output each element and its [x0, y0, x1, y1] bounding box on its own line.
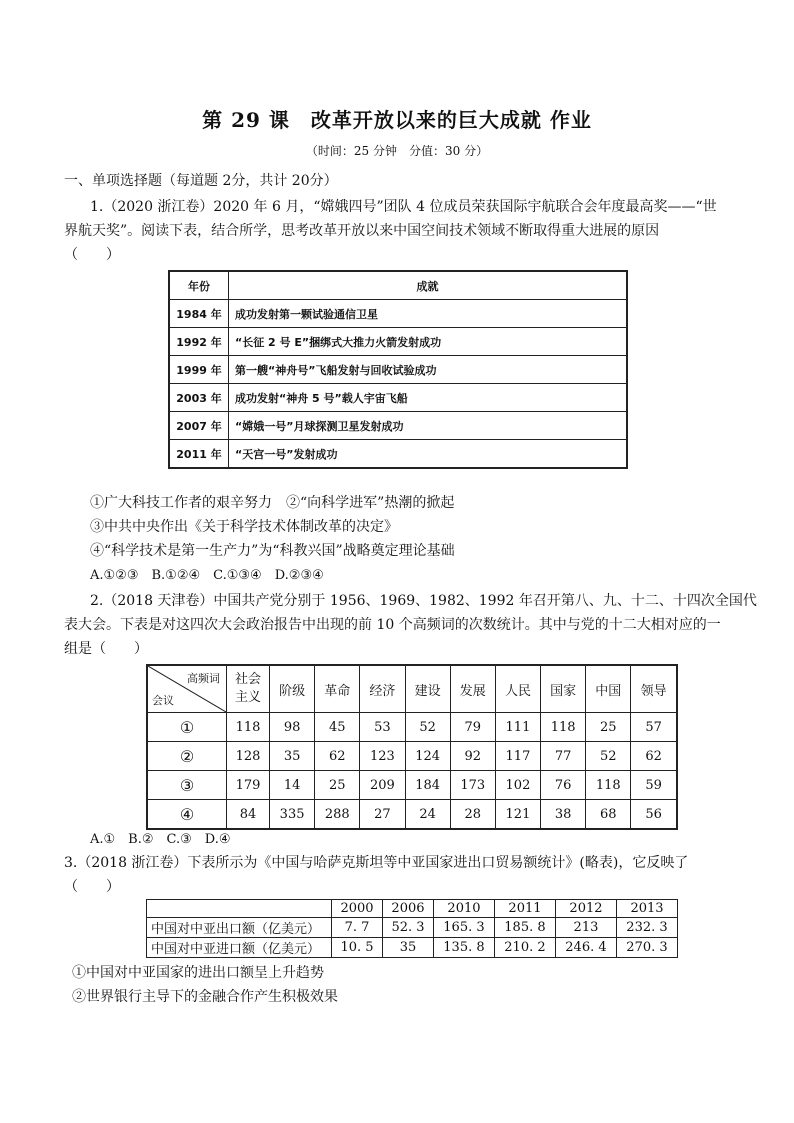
- table-header: 领导: [631, 665, 677, 713]
- table-header-row: [147, 900, 678, 918]
- table-header: 人民: [495, 665, 540, 713]
- q3-line1: 3.（2018 浙江卷）下表所示为《中国与哈萨克斯坦等中亚国家进出口贸易额统计》(略表)，它反映了: [64, 855, 689, 871]
- q1-option-line3: ④“科学技术是第一生产力”为“科教兴国”战略奠定理论基础: [90, 543, 455, 559]
- q3-trade-table: [146, 899, 678, 958]
- table-cell: 76: [541, 771, 586, 800]
- corner-label-keyword: 高频词: [187, 672, 220, 685]
- table-row: [147, 800, 677, 830]
- table-cell: 10. 5: [332, 938, 383, 958]
- table-header: 2006: [382, 900, 433, 918]
- table-cell: 232. 3: [616, 918, 677, 938]
- table-header: 经济: [360, 665, 405, 713]
- table-header: 2000: [332, 900, 383, 918]
- q1-choices: A.①②③ B.①②④ C.①③④ D.②③④: [90, 568, 324, 583]
- table-cell: 38: [541, 800, 586, 830]
- table-cell: 52. 3: [382, 918, 433, 938]
- table-row: [169, 356, 627, 384]
- table-row: [169, 384, 627, 412]
- table-row: [147, 918, 678, 938]
- q2-line3: 组是（ ）: [64, 641, 148, 657]
- table-row: [169, 440, 627, 469]
- table-cell: 98: [270, 713, 315, 742]
- table-cell: 52: [405, 713, 450, 742]
- table-cell: 84: [227, 800, 270, 830]
- page-title: 第 29 课 改革开放以来的巨大成就 作业: [202, 108, 592, 132]
- table-cell: 118: [541, 713, 586, 742]
- table-header-row: [169, 271, 627, 300]
- table-cell: 270. 3: [616, 938, 677, 958]
- table-cell: “长征 2 号 E”捆绑式大推力火箭发射成功: [229, 328, 628, 356]
- table-row: [147, 713, 677, 742]
- table-cell: 53: [360, 713, 405, 742]
- table-cell: 62: [315, 742, 360, 771]
- row-label: 中国对中亚进口额（亿美元）: [147, 938, 332, 958]
- table-cell: 135. 8: [433, 938, 494, 958]
- table-header: 2010: [433, 900, 494, 918]
- table-cell: 14: [270, 771, 315, 800]
- table-cell: “嫦娥一号”月球探测卫星发射成功: [229, 412, 628, 440]
- table-cell: 57: [631, 713, 677, 742]
- table-header: 建设: [405, 665, 450, 713]
- table-cell: 79: [450, 713, 495, 742]
- table-header: 中国: [586, 665, 631, 713]
- table-cell: 56: [631, 800, 677, 830]
- table-cell: 成功发射第一颗试验通信卫星: [229, 300, 628, 328]
- table-cell: 24: [405, 800, 450, 830]
- table-header: 国家: [541, 665, 586, 713]
- q3-line2: （ ）: [64, 879, 120, 895]
- q2-frequency-table: [146, 664, 678, 830]
- table-cell: 179: [227, 771, 270, 800]
- table-cell: 213: [555, 918, 616, 938]
- table-cell: 246. 4: [555, 938, 616, 958]
- table-cell: 25: [586, 713, 631, 742]
- row-label: ③: [147, 771, 227, 800]
- table-cell: 59: [631, 771, 677, 800]
- q1-line3: （ ）: [64, 247, 120, 263]
- table-cell: 27: [360, 800, 405, 830]
- table-cell: 1984 年: [169, 300, 229, 328]
- table-cell: 118: [227, 713, 270, 742]
- q1-line1: 1.（2020 浙江卷）2020 年 6 月，“嫦娥四号”团队 4 位成员荣获国际宇航联合会年度最高奖——“世: [90, 199, 717, 215]
- table-cell: 1999 年: [169, 356, 229, 384]
- table-cell: 165. 3: [433, 918, 494, 938]
- table-header: 2012: [555, 900, 616, 918]
- table-cell: 111: [495, 713, 540, 742]
- table-cell: 成功发射“神舟 5 号”载人宇宙飞船: [229, 384, 628, 412]
- table-cell: 1992 年: [169, 328, 229, 356]
- table-cell: 2007 年: [169, 412, 229, 440]
- header-label: 社会主义: [234, 672, 261, 705]
- table-cell: 第一艘“神舟号”飞船发射与回收试验成功: [229, 356, 628, 384]
- table-cell: 25: [315, 771, 360, 800]
- table-cell: 124: [405, 742, 450, 771]
- table-cell: 2003 年: [169, 384, 229, 412]
- q2-choices: A.① B.② C.③ D.④: [90, 832, 231, 847]
- table-cell: “天宫一号”发射成功: [229, 440, 628, 469]
- corner-label-meeting: 会议: [152, 694, 174, 707]
- table-cell: 35: [382, 938, 433, 958]
- table-cell: 209: [360, 771, 405, 800]
- table-cell: 68: [586, 800, 631, 830]
- table-row: [169, 328, 627, 356]
- q1-option-line2: ③中共中央作出《关于科学技术体制改革的决定》: [90, 519, 398, 535]
- table-cell: 210. 2: [494, 938, 555, 958]
- q1-line2: 界航天奖”。阅读下表，结合所学，思考改革开放以来中国空间技术领域不断取得重大进展的原因: [64, 223, 660, 239]
- table-cell: 28: [450, 800, 495, 830]
- table-cell: 35: [270, 742, 315, 771]
- table-header: 2013: [616, 900, 677, 918]
- table-cell: 128: [227, 742, 270, 771]
- q1-option-line1: ①广大科技工作者的艰辛努力 ②“向科学进军”热潮的掀起: [90, 495, 455, 511]
- table-header: 2011: [494, 900, 555, 918]
- table-header: 革命: [315, 665, 360, 713]
- q2-line1: 2.（2018 天津卷）中国共产党分别于 1956、1969、1982、1992 年召开第八、九、十二、十四次全国代: [90, 593, 757, 609]
- page-subtitle: （时间：25 分钟 分值：30 分）: [305, 144, 489, 158]
- section-heading: 一、单项选择题（每道题 2分，共计 20分）: [64, 173, 338, 189]
- table-cell: 121: [495, 800, 540, 830]
- q1-achievement-table: [168, 270, 628, 469]
- table-cell: 52: [586, 742, 631, 771]
- table-cell: 62: [631, 742, 677, 771]
- table-corner-cell: [147, 665, 227, 713]
- table-cell: 7. 7: [332, 918, 383, 938]
- table-header: [227, 665, 270, 713]
- table-row: [147, 771, 677, 800]
- table-cell: 288: [315, 800, 360, 830]
- row-label: ②: [147, 742, 227, 771]
- table-row: [169, 412, 627, 440]
- table-header: 成就: [229, 271, 628, 300]
- table-header: 阶级: [270, 665, 315, 713]
- table-cell: 123: [360, 742, 405, 771]
- row-label: ④: [147, 800, 227, 830]
- table-header: 年份: [169, 271, 229, 300]
- row-label: 中国对中亚出口额（亿美元）: [147, 918, 332, 938]
- table-cell: 118: [586, 771, 631, 800]
- table-cell: 2011 年: [169, 440, 229, 469]
- q3-option-line1: ①中国对中亚国家的进出口额呈上升趋势: [72, 965, 324, 981]
- table-cell: 117: [495, 742, 540, 771]
- table-cell: 185. 8: [494, 918, 555, 938]
- table-cell: 335: [270, 800, 315, 830]
- table-cell: 173: [450, 771, 495, 800]
- table-row: [147, 742, 677, 771]
- row-label: ①: [147, 713, 227, 742]
- table-cell: 92: [450, 742, 495, 771]
- table-cell: 102: [495, 771, 540, 800]
- table-corner-cell: [147, 900, 332, 918]
- table-cell: 184: [405, 771, 450, 800]
- q3-option-line2: ②世界银行主导下的金融合作产生积极效果: [72, 989, 338, 1005]
- table-row: [147, 938, 678, 958]
- table-cell: 77: [541, 742, 586, 771]
- table-header: 发展: [450, 665, 495, 713]
- q2-line2: 表大会。下表是对这四次大会政治报告中出现的前 10 个高频词的次数统计。其中与党的十二大相对应的一: [64, 617, 721, 633]
- table-header-row: [147, 665, 677, 713]
- table-row: [169, 300, 627, 328]
- table-cell: 45: [315, 713, 360, 742]
